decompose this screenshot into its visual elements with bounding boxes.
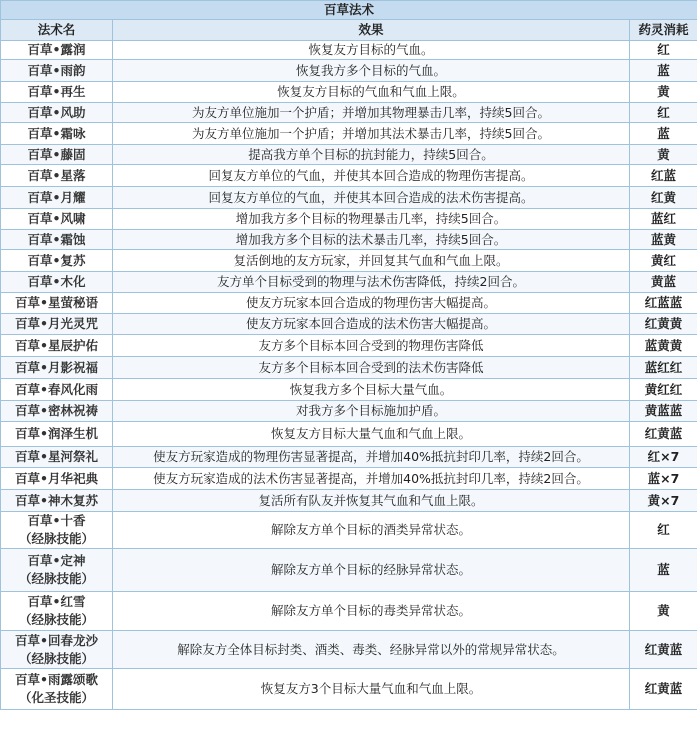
spell-cost: 黄红红 (630, 379, 697, 401)
spell-cost: 蓝 (630, 123, 697, 145)
spell-name-cell (1, 490, 113, 512)
table-row (1, 187, 697, 209)
table-title: 百草法术 (1, 1, 697, 20)
table-row (1, 209, 697, 230)
spell-name-cell (1, 379, 113, 401)
spell-effect: 为友方单位施加一个护盾；并增加其法术暴击几率，持续5回合。 (113, 123, 630, 145)
spell-cost: 红蓝 (630, 165, 697, 187)
spell-cost: 蓝黄 (630, 230, 697, 250)
spell-cost: 黄×7 (630, 490, 697, 512)
spell-cost: 红 (630, 41, 697, 60)
spell-name-cell (1, 145, 113, 165)
spell-effect: 友方单个目标受到的物理与法术伤害降低，持续2回合。 (113, 272, 630, 293)
spell-name: 百草•红雪 (27, 594, 86, 609)
spell-name: 百草•露润 (27, 42, 86, 57)
spell-effect: 恢复我方多个目标的气血。 (113, 60, 630, 82)
spell-name-cell (1, 60, 113, 82)
spell-cost: 黄 (630, 82, 697, 103)
spell-cost: 蓝红 (630, 209, 697, 230)
spell-cost: 红 (630, 103, 697, 123)
spell-cost: 红蓝蓝 (630, 293, 697, 314)
spell-cost: 红 (630, 512, 697, 549)
spell-name: 百草•霜蚀 (27, 231, 86, 247)
spell-effect: 恢复友方目标大量气血和气血上限。 (113, 422, 630, 447)
spell-name-cell (1, 592, 113, 631)
spell-name: 百草•密林祝祷 (15, 403, 98, 418)
spell-name-cell (1, 123, 113, 145)
spell-effect: 提高我方单个目标的抗封能力，持续5回合。 (113, 145, 630, 165)
spell-name: 百草•星萤秘语 (15, 295, 98, 310)
spell-name: 百草•再生 (27, 84, 86, 99)
spell-effect: 使友方玩家本回合造成的法术伤害大幅提高。 (113, 314, 630, 335)
spell-effect: 增加我方多个目标的法术暴击几率，持续5回合。 (113, 230, 630, 250)
spell-effect: 友方多个目标本回合受到的物理伤害降低 (113, 335, 630, 357)
spell-name-cell (1, 631, 113, 669)
table-row (1, 549, 697, 592)
table-row (1, 631, 697, 669)
spell-effect: 解除友方单个目标的经脉异常状态。 (113, 549, 630, 592)
table-row (1, 272, 697, 293)
spell-name: 百草•神木复苏 (15, 492, 98, 508)
spell-effect: 使友方玩家造成的物理伤害显著提高，并增加40%抵抗封印几率，持续2回合。 (113, 447, 630, 468)
header-spell-name: 法术名 (1, 20, 113, 41)
spell-effect: 对我方多个目标施加护盾。 (113, 401, 630, 422)
spell-name-cell (1, 209, 113, 230)
table-row (1, 669, 697, 710)
spell-name-cell (1, 468, 113, 490)
spell-cost: 黄红 (630, 250, 697, 272)
spell-cost: 黄蓝蓝 (630, 401, 697, 422)
spell-name-cell (1, 165, 113, 187)
spell-cost: 蓝 (630, 60, 697, 82)
spell-cost: 黄 (630, 592, 697, 631)
spell-name-cell (1, 272, 113, 293)
spell-effect: 解除友方全体目标封类、酒类、毒类、经脉异常以外的常规异常状态。 (113, 631, 630, 669)
table-row (1, 250, 697, 272)
table-row (1, 60, 697, 82)
header-effect: 效果 (113, 20, 630, 41)
spell-name: 百草•星落 (27, 167, 86, 183)
spell-name: 百草•回春龙沙 (15, 632, 98, 648)
spell-effect: 恢复友方3个目标大量气血和气血上限。 (113, 669, 630, 710)
spell-cost: 蓝黄黄 (630, 335, 697, 357)
spell-cost: 蓝 (630, 549, 697, 592)
spell-name: 百草•星辰护佑 (15, 337, 98, 353)
table-row (1, 293, 697, 314)
spell-name: 百草•春风化雨 (15, 381, 98, 397)
spell-skill-type: （经脉技能） (18, 650, 94, 666)
spell-name-cell (1, 187, 113, 209)
table-row (1, 512, 697, 549)
spell-name: 百草•月光灵咒 (15, 316, 98, 331)
spell-name: 百草•藤固 (27, 146, 86, 162)
table-row (1, 314, 697, 335)
table-row (1, 401, 697, 422)
spell-cost: 黄蓝 (630, 272, 697, 293)
spell-name: 百草•雨韵 (27, 62, 86, 78)
spell-effect: 回复友方单位的气血，并使其本回合造成的物理伤害提高。 (113, 165, 630, 187)
spell-name: 百草•十香 (27, 513, 86, 528)
spell-name: 百草•复苏 (27, 252, 86, 268)
spell-name-cell (1, 512, 113, 549)
spell-name-cell (1, 447, 113, 468)
spell-name-cell (1, 401, 113, 422)
spell-skill-type: （经脉技能） (18, 531, 94, 546)
spell-name-cell (1, 230, 113, 250)
spell-effect: 复活所有队友并恢复其气血和气血上限。 (113, 490, 630, 512)
spell-effect: 使友方玩家造成的法术伤害显著提高，并增加40%抵抗封印几率，持续2回合。 (113, 468, 630, 490)
spell-name-cell (1, 314, 113, 335)
spell-skill-type: （经脉技能） (18, 571, 94, 586)
table-row (1, 468, 697, 490)
spell-name: 百草•霜咏 (27, 125, 86, 141)
table-row (1, 357, 697, 379)
table-row (1, 447, 697, 468)
table-row (1, 490, 697, 512)
spell-cost: 红黄蓝 (630, 669, 697, 710)
spell-cost: 红黄黄 (630, 314, 697, 335)
spell-cost: 红×7 (630, 447, 697, 468)
spell-name-cell (1, 250, 113, 272)
spell-effect: 友方多个目标本回合受到的法术伤害降低 (113, 357, 630, 379)
table-row (1, 422, 697, 447)
table-row (1, 82, 697, 103)
spell-name-cell (1, 41, 113, 60)
spell-effect: 恢复友方目标的气血和气血上限。 (113, 82, 630, 103)
spell-name-cell (1, 103, 113, 123)
spell-name-cell (1, 669, 113, 710)
spell-effect: 复活倒地的友方玩家，并回复其气血和气血上限。 (113, 250, 630, 272)
spell-effect: 回复友方单位的气血，并使其本回合造成的法术伤害提高。 (113, 187, 630, 209)
spell-skill-type: （化圣技能） (18, 690, 94, 705)
spell-name: 百草•风啸 (27, 211, 86, 226)
spell-effect: 使友方玩家本回合造成的物理伤害大幅提高。 (113, 293, 630, 314)
table-row (1, 230, 697, 250)
spell-cost: 蓝红红 (630, 357, 697, 379)
spell-effect: 为友方单位施加一个护盾；并增加其物理暴击几率，持续5回合。 (113, 103, 630, 123)
spell-skill-type: （经脉技能） (18, 612, 94, 627)
spell-effect: 恢复友方目标的气血。 (113, 41, 630, 60)
spell-name-cell (1, 82, 113, 103)
table-row (1, 379, 697, 401)
table-row (1, 103, 697, 123)
spell-name: 百草•星河祭礼 (15, 449, 98, 464)
spell-name: 百草•润泽生机 (15, 426, 98, 441)
table-row (1, 165, 697, 187)
spell-effect: 解除友方单个目标的毒类异常状态。 (113, 592, 630, 631)
spell-cost: 红黄蓝 (630, 422, 697, 447)
spell-name-cell (1, 293, 113, 314)
spell-effect: 恢复我方多个目标大量气血。 (113, 379, 630, 401)
table-row (1, 123, 697, 145)
spell-cost: 红黄蓝 (630, 631, 697, 669)
spell-cost: 红黄 (630, 187, 697, 209)
spell-name: 百草•月耀 (27, 189, 86, 205)
spell-effect: 解除友方单个目标的酒类异常状态。 (113, 512, 630, 549)
spell-name: 百草•风助 (27, 104, 86, 120)
table-row (1, 41, 697, 60)
spell-cost: 蓝×7 (630, 468, 697, 490)
spell-cost: 黄 (630, 145, 697, 165)
spell-name-cell (1, 335, 113, 357)
spell-name: 百草•定神 (27, 553, 86, 568)
spell-name-cell (1, 422, 113, 447)
table-row (1, 335, 697, 357)
table-row (1, 592, 697, 631)
header-cost: 药灵消耗 (630, 20, 697, 41)
spell-effect: 增加我方多个目标的物理暴击几率，持续5回合。 (113, 209, 630, 230)
spell-name: 百草•月华祀典 (15, 470, 98, 486)
spell-name: 百草•月影祝福 (15, 359, 98, 375)
table-row (1, 145, 697, 165)
spell-name-cell (1, 357, 113, 379)
spell-name: 百草•木化 (27, 274, 86, 289)
spell-name: 百草•雨露颂歌 (15, 672, 98, 687)
spell-name-cell (1, 549, 113, 592)
table-body (1, 41, 697, 710)
